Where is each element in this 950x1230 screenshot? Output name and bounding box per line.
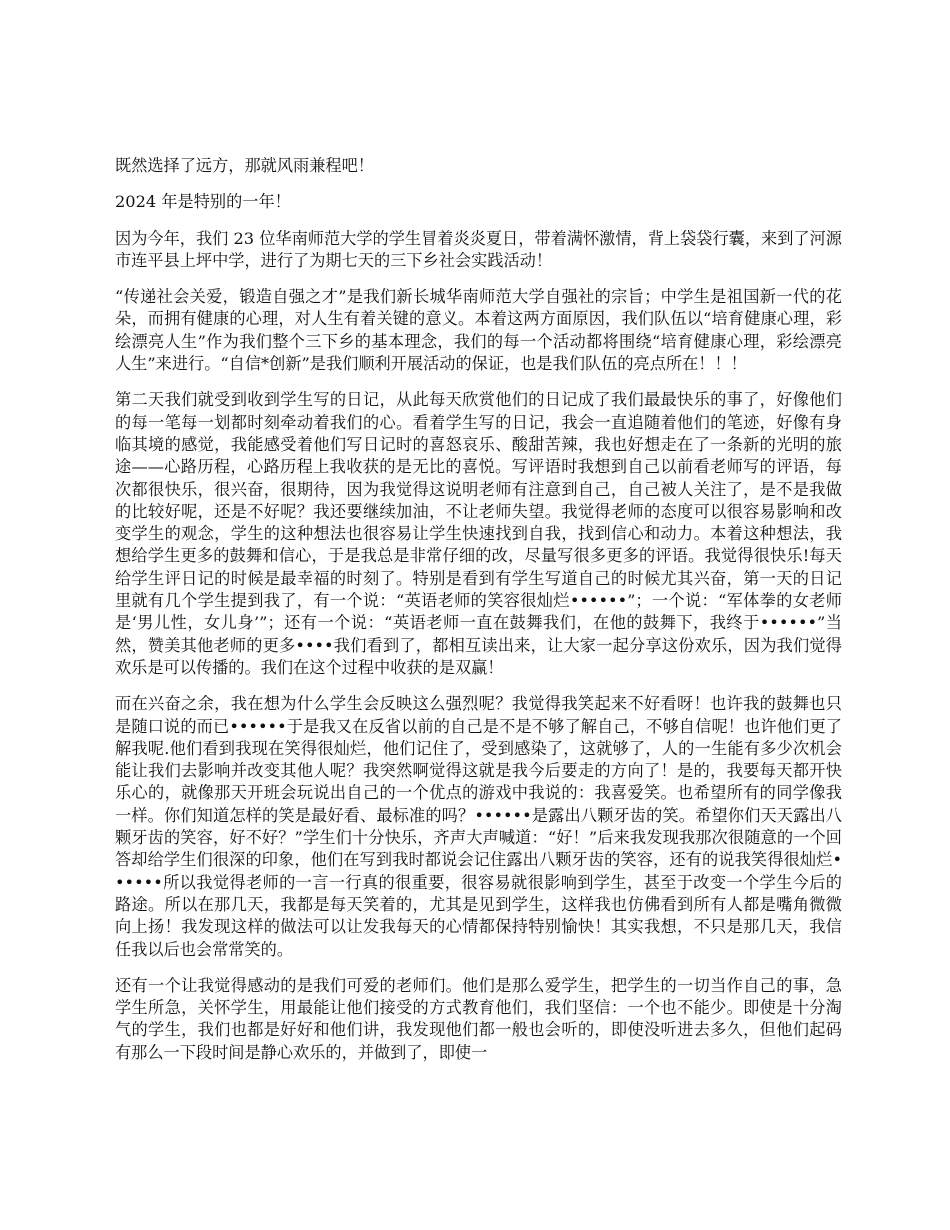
document-body [115,155,842,1078]
paragraph: 2024 年是特别的一年！ [115,192,291,212]
paragraph: 而在兴奋之余，我在想为什么学生会反映这么强烈呢？我觉得我笑起来不好看呀！也许我的鼓舞也只是随口说的而已••••••于是我又在反省以前的自己是不是不够了解自己，不够自信呢！也许他们更了解我呢.他们看到我现在笑得很灿烂，他们记住了，受到感染了，这就够了，人的一生能有多少次机会能让我们去影响并改变其他人呢？我突然啊觉得这就是我今后要走的方向了！是的，我要每天都开快乐心的，就像那天开班会玩说出自己的一个优点的游戏中我说的：我喜爱笑。也希望所有的同学像我一样。你们知道怎样的笑是最好看、最标准的吗？••••••是露出八颗牙齿的笑。希望你们天天露出八颗牙齿的笑容，好不好？”学生们十分快乐，齐声大声喊道：“好！”后来我发现我那次很随意的一个回答却给学生们很深的印象，他们在写到我时都说会记住露出八颗牙齿的笑容，还有的说我笑得很灿烂••••••所以我觉得老师的一言一行真的很重要，很容易就很影响到学生，甚至于改变一个学生今后的路途。所以在那几天，我都是每天笑着的，尤其是见到学生，这样我也仿佛看到所有人都是嘴角微微向上扬！我发现这样的做法可以让发我每天的心情都保持特别愉快！其实我想，不只是那几天，我信任我以后也会常常笑的。 [115,694,842,959]
paragraph: 因为今年，我们 23 位华南师范大学的学生冒着炎炎夏日，带着满怀激情，背上袋袋行囊，来到了河源市连平县上坪中学，进行了为期七天的三下乡社会实践活动！ [115,228,842,270]
paragraph: 还有一个让我觉得感动的是我们可爱的老师们。他们是那么爱学生，把学生的一切当作自己的事，急学生所急，关怀学生，用最能让他们接受的方式教育他们，我们坚信：一个也不能少。即使是十分淘气的学生，我们也都是好好和他们讲，我发现他们都一般也会听的，即使没听进去多久，但他们起码有那么一下段时间是静心欢乐的，并做到了，即使一 [115,975,842,1062]
paragraph: “传递社会关爱，锻造自强之才”是我们新长城华南师范大学自强社的宗旨；中学生是祖国新一代的花朵，而拥有健康的心理，对人生有着关键的意义。本着这两方面原因，我们队伍以“培育健康心理，彩绘漂亮人生”作为我们整个三下乡的基本理念，我们的每一个活动都将围绕“培育健康心理，彩绘漂亮人生”来进行。“自信*创新”是我们顺利开展活动的保证，也是我们队伍的亮点所在！！！ [115,287,842,374]
paragraph: 既然选择了远方，那就风雨兼程吧！ [115,156,374,175]
paragraph: 第二天我们就受到收到学生写的日记，从此每天欣赏他们的日记成了我们最最快乐的事了，好像他们的每一笔每一划都时刻牵动着我们的心。看着学生写的日记，我会一直追随着他们的笔迹，好像有身临其境的感觉，我能感受着他们写日记时的喜怒哀乐、酸甜苦辣，我也好想走在了一条新的光明的旅途——心路历程，心路历程上我收获的是无比的喜悦。写评语时我想到自己以前看老师写的评语，每次都很快乐，很兴奋，很期待，因为我觉得这说明老师有注意到自己，自己被人关注了，是不是我做的比较好呢，还是不好呢？我还要继续加油，不让老师失望。我觉得老师的态度可以很容易影响和改变学生的观念，学生的这种想法也很容易让学生快速找到自我，找到信心和动力。本着这种想法，我想给学生更多的鼓舞和信心，于是我总是非常仔细的改，尽量写很多更多的评语。我觉得很快乐!每天给学生评日记的时候是最幸福的时刻了。特别是看到有学生写道自己的时候尤其兴奋，第一天的日记里就有几个学生提到我了，有一个说：“英语老师的笑容很灿烂••••••”；一个说：“军体拳的女老师是‘男儿性，女儿身’”；还有一个说：“英语老师一直在鼓舞我们，在他的鼓舞下，我终于••••••”当然，赞美其他老师的更多••••我们看到了，都相互读出来，让大家一起分享这份欢乐，因为我们觉得欢乐是可以传播的。我们在这个过程中收获的是双赢！ [115,390,842,677]
